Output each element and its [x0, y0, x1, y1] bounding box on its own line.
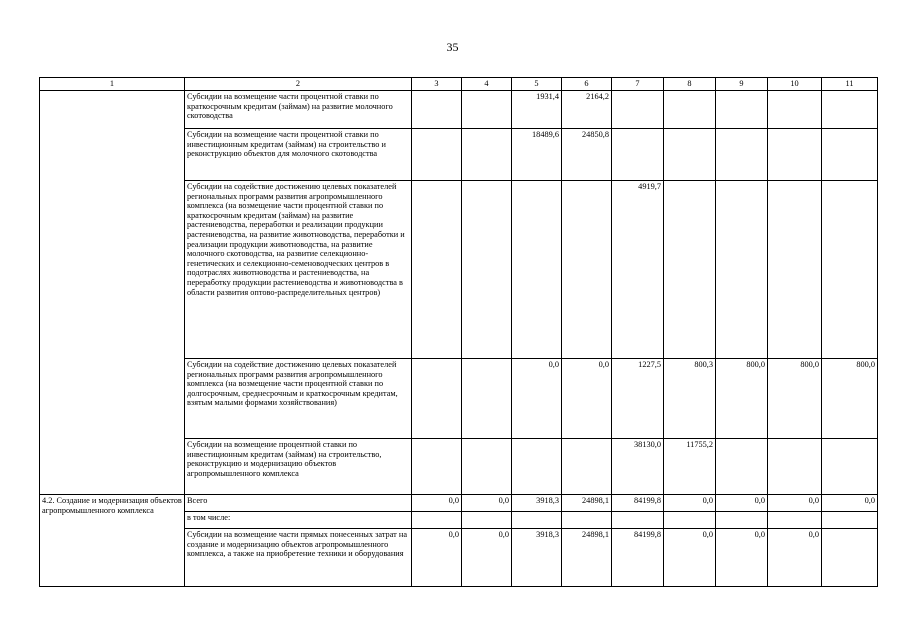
- column-number-row: [40, 78, 878, 91]
- value-cell: 24850,8: [562, 129, 612, 181]
- value-cell: 0,0: [412, 495, 462, 512]
- value-cell: 24898,1: [562, 529, 612, 587]
- value-cell: [562, 181, 612, 359]
- value-cell: [768, 91, 822, 129]
- value-cell: 18489,6: [512, 129, 562, 181]
- value-cell: [768, 181, 822, 359]
- value-cell: [462, 512, 512, 529]
- column-number-cell: 9: [716, 78, 768, 91]
- section-title: 4.2. Создание и модернизация объектов агропромышленного комплекса: [40, 495, 185, 587]
- value-cell: [664, 512, 716, 529]
- value-cell: 0,0: [412, 529, 462, 587]
- row-description: Субсидии на возмещение части прямых понесенных затрат на создание и модернизацию объектов агропромышленного комплекса, а также на приобретение техники и оборудования: [185, 529, 412, 587]
- value-cell: 3918,3: [512, 529, 562, 587]
- value-cell: [562, 439, 612, 495]
- column-number-cell: 7: [612, 78, 664, 91]
- row-description: Субсидии на содействие достижению целевых показателей региональных программ развития агропромышленного комплекса (на возмещение части процентной ставки по краткосрочным кредитам (займам) на развитие растениеводства, переработки и реализации продукции растениеводства, на развитие животноводства, переработки и реализации продукции животноводства, на развитие молочного скотоводства, на развитие селекционно-генетических и селекционно-семеноводческих центров в подотраслях животноводства и растениеводства, на переработку продукции растениеводства и животноводства в области развития оптово-распределительных центров): [185, 181, 412, 359]
- value-cell: 800,0: [768, 359, 822, 439]
- value-cell: 2164,2: [562, 91, 612, 129]
- value-cell: [562, 512, 612, 529]
- value-cell: 800,0: [822, 359, 878, 439]
- value-cell: 1931,4: [512, 91, 562, 129]
- value-cell: [664, 181, 716, 359]
- budget-table: [39, 77, 878, 587]
- value-cell: [612, 91, 664, 129]
- value-cell: 84199,8: [612, 529, 664, 587]
- value-cell: 0,0: [512, 359, 562, 439]
- value-cell: [768, 129, 822, 181]
- value-cell: 38130,0: [612, 439, 664, 495]
- column-number-cell: 11: [822, 78, 878, 91]
- column-number-cell: 5: [512, 78, 562, 91]
- value-cell: 800,3: [664, 359, 716, 439]
- value-cell: [822, 529, 878, 587]
- value-cell: [716, 129, 768, 181]
- value-cell: [412, 359, 462, 439]
- value-cell: [512, 512, 562, 529]
- value-cell: [612, 512, 664, 529]
- value-cell: 0,0: [716, 529, 768, 587]
- value-cell: [412, 181, 462, 359]
- value-cell: [822, 129, 878, 181]
- value-cell: [822, 439, 878, 495]
- value-cell: 0,0: [562, 359, 612, 439]
- value-cell: [462, 91, 512, 129]
- column-number-cell: 1: [40, 78, 185, 91]
- value-cell: [462, 359, 512, 439]
- value-cell: [716, 439, 768, 495]
- value-cell: 0,0: [768, 495, 822, 512]
- column-number-cell: 6: [562, 78, 612, 91]
- value-cell: 24898,1: [562, 495, 612, 512]
- value-cell: [664, 129, 716, 181]
- value-cell: [412, 439, 462, 495]
- value-cell: 3918,3: [512, 495, 562, 512]
- value-cell: 0,0: [462, 495, 512, 512]
- value-cell: 800,0: [716, 359, 768, 439]
- value-cell: [462, 439, 512, 495]
- value-cell: [768, 439, 822, 495]
- value-cell: [822, 512, 878, 529]
- value-cell: [716, 181, 768, 359]
- value-cell: [768, 512, 822, 529]
- value-cell: [716, 91, 768, 129]
- row-description: Субсидии на возмещение части процентной ставки по инвестиционным кредитам (займам) на строительство и реконструкцию объектов для молочного скотоводства: [185, 129, 412, 181]
- table-row: [40, 495, 878, 512]
- value-cell: [512, 439, 562, 495]
- row-description: в том числе:: [185, 512, 412, 529]
- empty-section-cell: [40, 91, 185, 495]
- value-cell: [822, 91, 878, 129]
- value-cell: [412, 512, 462, 529]
- value-cell: 4919,7: [612, 181, 664, 359]
- value-cell: [512, 181, 562, 359]
- column-number-cell: 4: [462, 78, 512, 91]
- value-cell: [412, 91, 462, 129]
- value-cell: 0,0: [664, 529, 716, 587]
- value-cell: [716, 512, 768, 529]
- row-description: Субсидии на возмещение процентной ставки по инвестиционным кредитам (займам) на строительство, реконструкцию и модернизацию объектов агропромышленного комплекса: [185, 439, 412, 495]
- value-cell: 1227,5: [612, 359, 664, 439]
- value-cell: 0,0: [462, 529, 512, 587]
- value-cell: [462, 181, 512, 359]
- column-number-cell: 8: [664, 78, 716, 91]
- value-cell: [612, 129, 664, 181]
- value-cell: [412, 129, 462, 181]
- value-cell: 0,0: [664, 495, 716, 512]
- row-description: Всего: [185, 495, 412, 512]
- value-cell: 11755,2: [664, 439, 716, 495]
- value-cell: [822, 181, 878, 359]
- value-cell: 0,0: [768, 529, 822, 587]
- column-number-cell: 3: [412, 78, 462, 91]
- table-row: [40, 91, 878, 129]
- value-cell: [462, 129, 512, 181]
- value-cell: 84199,8: [612, 495, 664, 512]
- page-number: 35: [446, 40, 459, 54]
- row-description: Субсидии на возмещение части процентной ставки по краткосрочным кредитам (займам) на развитие молочного скотоводства: [185, 91, 412, 129]
- value-cell: [664, 91, 716, 129]
- column-number-cell: 10: [768, 78, 822, 91]
- value-cell: 0,0: [716, 495, 768, 512]
- row-description: Субсидии на содействие достижению целевых показателей региональных программ развития агропромышленного комплекса (на возмещение части процентной ставки по долгосрочным, среднесрочным и краткосрочным кредитам, взятым малыми формами хозяйствования): [185, 359, 412, 439]
- column-number-cell: 2: [185, 78, 412, 91]
- value-cell: 0,0: [822, 495, 878, 512]
